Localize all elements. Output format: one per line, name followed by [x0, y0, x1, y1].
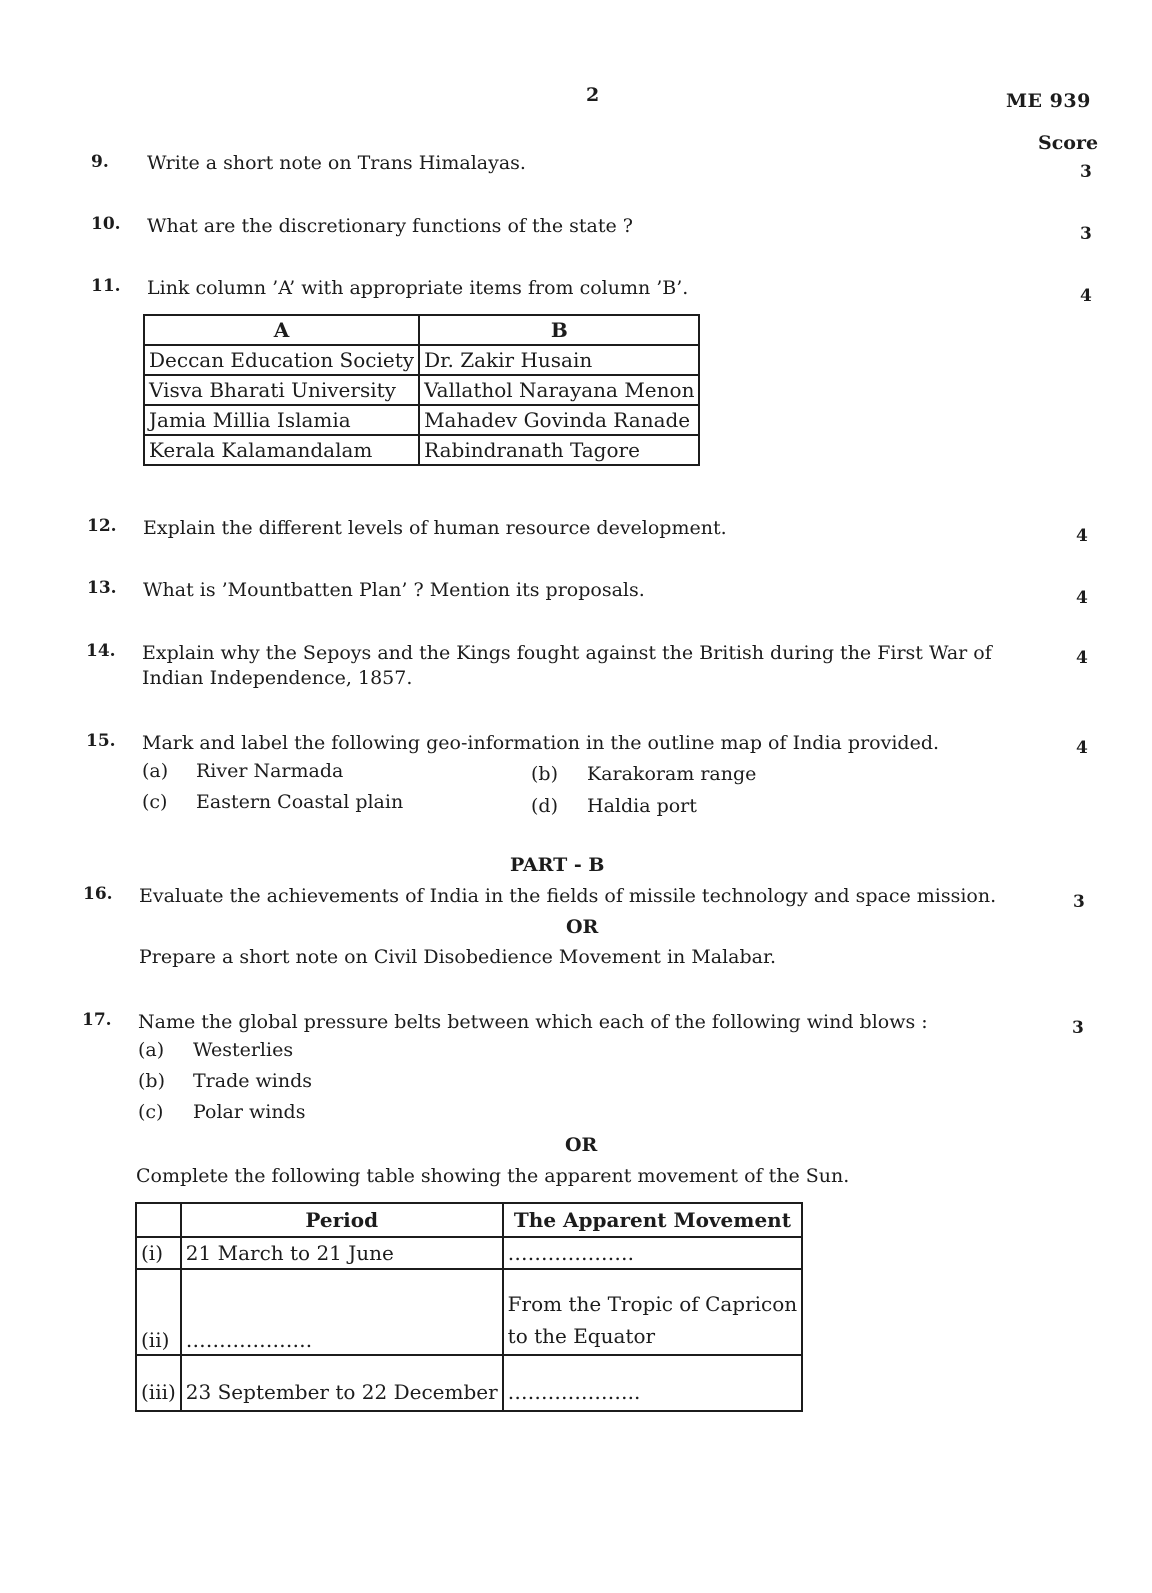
serial-cell: (i) — [136, 1237, 181, 1269]
column-a-cell: Jamia Millia Islamia — [144, 405, 419, 435]
question-number: 16. — [83, 884, 113, 904]
movement-cell — [503, 1269, 803, 1355]
question-number: 14. — [86, 641, 116, 661]
period-cell: 21 March to 21 June — [181, 1237, 503, 1269]
question-text-line1: Explain why the Sepoys and the Kings fought against the British during the First War of — [142, 642, 992, 664]
question-number: 13. — [87, 578, 117, 598]
alternative-question-text: Prepare a short note on Civil Disobedience Movement in Malabar. — [139, 946, 777, 968]
question-score: 4 — [1076, 648, 1088, 668]
question-text: Name the global pressure belts between which each of the following wind blows : — [138, 1011, 928, 1033]
score-heading: Score — [1038, 132, 1099, 154]
option-label: (b) — [531, 763, 558, 785]
option-label: (c) — [142, 791, 168, 813]
column-b-cell: Dr. Zakir Husain — [419, 345, 699, 375]
period-header: Period — [181, 1203, 503, 1237]
period-cell: 23 September to 22 December — [181, 1355, 503, 1411]
or-divider: OR — [565, 1134, 598, 1156]
movement-line: From the Tropic of Capricon — [507, 1292, 798, 1316]
option-label: (a) — [138, 1039, 165, 1061]
sun-movement-table — [135, 1202, 803, 1412]
column-b-cell: Rabindranath Tagore — [419, 435, 699, 465]
serial-cell: (ii) — [136, 1269, 181, 1355]
or-divider: OR — [566, 916, 599, 938]
question-score: 3 — [1073, 892, 1085, 912]
question-text: Mark and label the following geo-information in the outline map of India provided. — [142, 732, 940, 754]
question-text: Write a short note on Trans Himalayas. — [147, 152, 526, 174]
question-text-line2: Indian Independence, 1857. — [142, 667, 413, 689]
sun-table-container — [135, 1202, 803, 1412]
column-a-cell: Kerala Kalamandalam — [144, 435, 419, 465]
question-text: Evaluate the achievements of India in the fields of missile technology and space mission. — [139, 885, 997, 907]
question-text: What is ’Mountbatten Plan’ ? Mention its proposals. — [143, 579, 645, 601]
question-score: 3 — [1080, 162, 1092, 182]
paper-code: ME 939 — [1006, 90, 1091, 112]
column-a-cell: Deccan Education Society — [144, 345, 419, 375]
movement-cell: ………………. — [503, 1237, 803, 1269]
question-score: 4 — [1076, 588, 1088, 608]
question-score: 4 — [1076, 526, 1088, 546]
column-b-cell: Mahadev Govinda Ranade — [419, 405, 699, 435]
alternative-question-text: Complete the following table showing the apparent movement of the Sun. — [136, 1165, 850, 1187]
question-number: 15. — [86, 731, 116, 751]
section-heading: PART - B — [510, 854, 605, 876]
option-text: Karakoram range — [587, 763, 757, 785]
question-number: 9. — [91, 152, 109, 172]
column-b-cell: Vallathol Narayana Menon — [419, 375, 699, 405]
question-text: What are the discretionary functions of the state ? — [147, 215, 633, 237]
match-table — [143, 314, 700, 466]
column-a-header: A — [144, 315, 419, 345]
option-text: Polar winds — [193, 1101, 306, 1123]
page-number: 2 — [586, 84, 600, 106]
column-a-cell: Visva Bharati University — [144, 375, 419, 405]
question-number: 17. — [82, 1010, 112, 1030]
option-text: River Narmada — [196, 760, 344, 782]
option-label: (c) — [138, 1101, 164, 1123]
option-text: Haldia port — [587, 795, 697, 817]
option-label: (d) — [531, 795, 558, 817]
option-text: Trade winds — [193, 1070, 313, 1092]
question-score: 3 — [1080, 224, 1092, 244]
option-label: (b) — [138, 1070, 165, 1092]
option-label: (a) — [142, 760, 169, 782]
question-score: 4 — [1080, 286, 1092, 306]
question-text: Link column ’A’ with appropriate items from column ’B’. — [147, 277, 689, 299]
option-text: Eastern Coastal plain — [196, 791, 404, 813]
question-text: Explain the different levels of human resource development. — [143, 517, 727, 539]
period-cell: ………………. — [181, 1269, 503, 1355]
movement-line: to the Equator — [507, 1324, 656, 1348]
serial-header — [136, 1203, 181, 1237]
serial-cell: (iii) — [136, 1355, 181, 1411]
question-number: 11. — [91, 276, 121, 296]
column-b-header: B — [419, 315, 699, 345]
question-score: 4 — [1076, 738, 1088, 758]
question-score: 3 — [1072, 1018, 1084, 1038]
movement-header: The Apparent Movement — [503, 1203, 803, 1237]
question-number: 10. — [91, 214, 121, 234]
question-number: 12. — [87, 516, 117, 536]
movement-cell: ……………….. — [503, 1355, 803, 1411]
option-text: Westerlies — [193, 1039, 294, 1061]
match-table-container — [143, 314, 700, 466]
